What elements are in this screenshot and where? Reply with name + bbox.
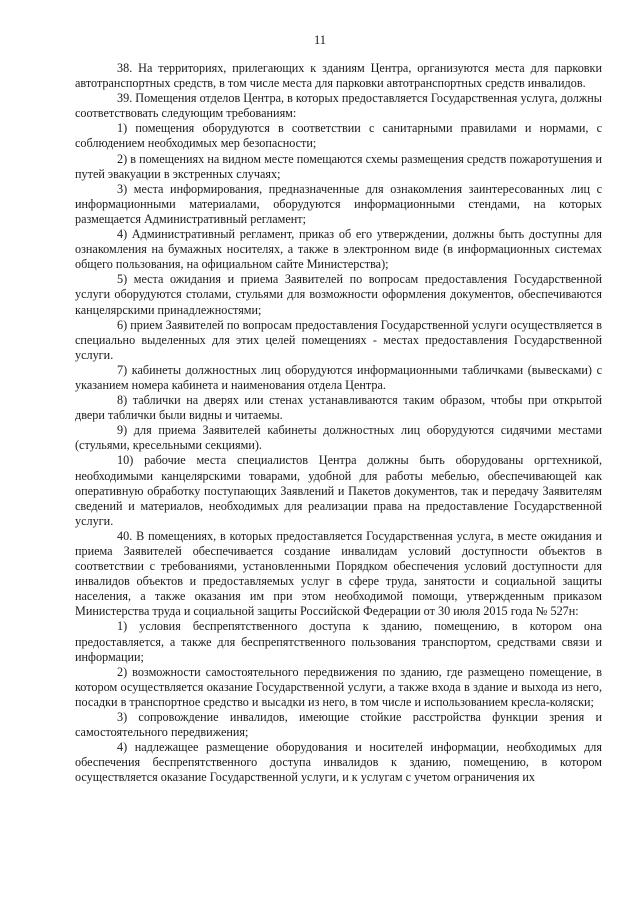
list-item-39-8: 8) таблички на дверях или стенах устанавливаются таким образом, чтобы при открытой двери таблички были видны и читаемы. [75, 393, 602, 423]
list-item-39-3: 3) места информирования, предназначенные для ознакомления заинтересованных лиц с информационными материалами, оборудуются информационными стендами, на которых размещается Административный регламент; [75, 181, 602, 226]
list-item-39-9: 9) для приема Заявителей кабинеты должностных лиц оборудуются сидячими местами (стульями, кресельными секциями). [75, 423, 602, 453]
list-item-39-1: 1) помещения оборудуются в соответствии с санитарными правилами и нормами, с соблюдением необходимых мер безопасности; [75, 121, 602, 151]
page-number: 11 [313, 33, 327, 47]
list-item-39-2: 2) в помещениях на видном месте помещаются схемы размещения средств пожаротушения и путей эвакуации в экстренных случаях; [75, 151, 602, 181]
list-item-39-10: 10) рабочие места специалистов Центра должны быть оборудованы оргтехникой, необходимыми канцелярскими товарами, удобной для работы мебелью, обеспечивающей как оперативную обработку поступающих Заявлений и Пакетов документов, так и передачу Заявителям сведений и материалов, необходимых для реализации права на предоставление Государственной услуги. [75, 453, 602, 528]
list-item-39-6: 6) прием Заявителей по вопросам предоставления Государственной услуги осуществляется в специально выделенных для этих целей помещениях - местах предоставления Государственной услуги. [75, 317, 602, 362]
list-item-40-2: 2) возможности самостоятельного передвижения по зданию, где размещено помещение, в котором осуществляется оказание Государственной услуги, а также входа в здание и выхода из него, посадки в транспортное средство и высадки из него, в том числе и использованием кресла-коляски; [75, 664, 602, 709]
list-item-39-7: 7) кабинеты должностных лиц оборудуются информационными табличками (вывесками) с указанием номера кабинета и наименования отдела Центра. [75, 362, 602, 392]
list-item-39-4: 4) Административный регламент, приказ об его утверждении, должны быть доступны для ознакомления на бумажных носителях, а также в электронном виде (в информационных системах общего пользования, на официальном сайте Министерства); [75, 227, 602, 272]
list-item-40-3: 3) сопровождение инвалидов, имеющие стойкие расстройства функции зрения и самостоятельного передвижения; [75, 710, 602, 740]
paragraph-38: 38. На территориях, прилегающих к зданиям Центра, организуются места для парковки автотранспортных средств, в том числе места для парковки автотранспортных средств инвалидов. [75, 61, 602, 91]
list-item-40-1: 1) условия беспрепятственного доступа к зданию, помещению, в котором она предоставляется, а также для беспрепятственного пользования транспортом, средствами связи и информации; [75, 619, 602, 664]
list-item-40-4: 4) надлежащее размещение оборудования и носителей информации, необходимых для обеспечения беспрепятственного доступа инвалидов к зданию, помещению, в котором осуществляется оказание Государственной услуги, и к услугам с учетом ограничения их [75, 740, 602, 785]
list-item-39-5: 5) места ожидания и приема Заявителей по вопросам предоставления Государственной услуги оборудуются столами, стульями для возможности оформления документов, обеспечиваются канцелярскими принадлежностями; [75, 272, 602, 317]
paragraph-40: 40. В помещениях, в которых предоставляется Государственная услуга, в месте ожидания и приема Заявителей обеспечивается создание инвалидам условий доступности объектов в соответствии с требованиями, установленными Порядком обеспечения условий доступности для инвалидов объектов и предоставляемых услуг в сфере труда, занятости и социальной защиты населения, а также оказания им при этом необходимой помощи, утвержденным приказом Министерства труда и социальной защиты Российской Федерации от 30 июля 2015 года № 527н: [75, 528, 602, 619]
document-body [75, 61, 602, 786]
paragraph-39: 39. Помещения отделов Центра, в которых предоставляется Государственная услуга, должны соответствовать следующим требованиям: [75, 91, 602, 121]
